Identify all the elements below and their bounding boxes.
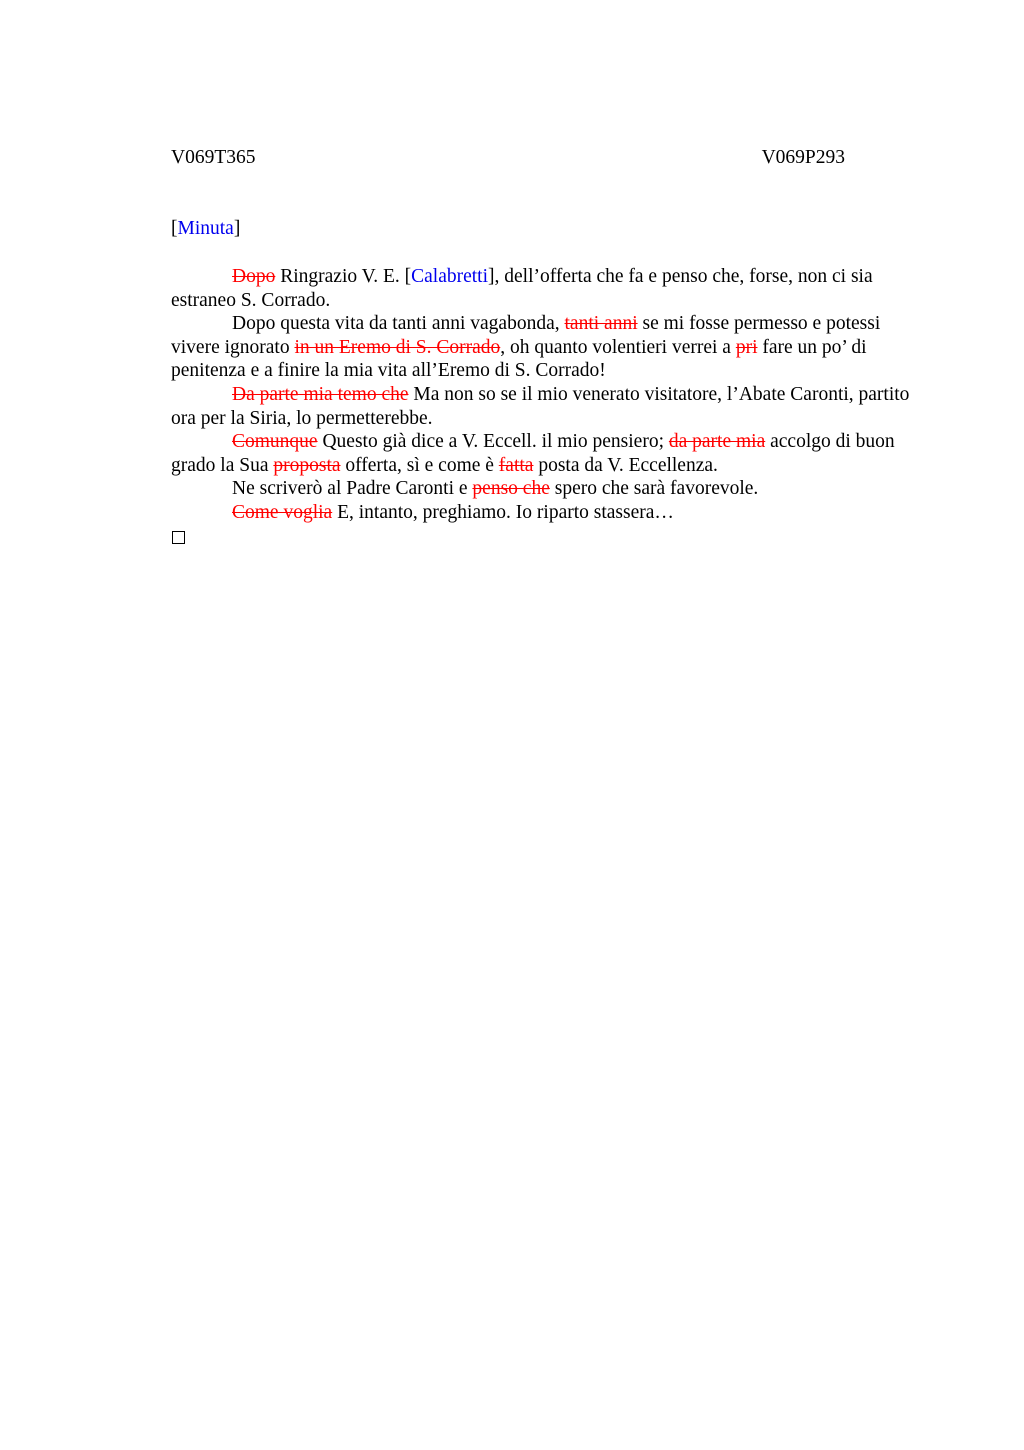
text-run: accolgo di buon grado la Sua	[171, 431, 895, 476]
deleted-text: Come voglia	[232, 501, 333, 523]
editorial-name: Calabretti	[411, 266, 489, 287]
document-type-label	[171, 217, 240, 241]
text-run: spero che sarà favorevole.	[549, 478, 759, 500]
text-run: Ringrazio V. E. [	[275, 266, 412, 287]
paragraph-1	[171, 265, 916, 312]
paragraph-6	[171, 501, 916, 525]
deleted-text: Comunque	[232, 431, 318, 453]
deleted-text: penso che	[472, 478, 550, 500]
text-run: Dopo questa vita da tanti anni vagabonda,	[232, 313, 565, 335]
text-run: se mi fosse permesso e potessi vivere ignorato	[171, 313, 881, 358]
text-run: offerta, sì e come è	[340, 454, 499, 476]
deleted-text: Dopo	[232, 266, 276, 287]
text-run: , oh quanto volentieri verrei a	[500, 336, 736, 358]
text-run: Questo già dice a V. Eccell. il mio pensiero;	[317, 431, 669, 453]
deleted-text: da parte mia	[668, 431, 766, 453]
text-run: Ne scriverò al Padre Caronti e	[232, 478, 473, 500]
deleted-text: fatta	[498, 454, 534, 476]
text-run: E, intanto, preghiamo. Io riparto stassera…	[332, 501, 674, 523]
empty-square-icon	[172, 531, 185, 544]
bracket-open: [	[171, 218, 178, 239]
paragraph-2	[171, 312, 916, 383]
page-code: V069P293	[761, 147, 845, 168]
text-run: ], dell’offerta che fa e penso che, forse, non ci sia estraneo S. Corrado.	[171, 266, 873, 311]
deleted-text: tanti anni	[564, 313, 638, 335]
document-code: V069T365	[171, 147, 256, 168]
bracket-close: ]	[233, 218, 241, 239]
paragraph-5	[171, 477, 916, 501]
paragraph-4	[171, 430, 916, 477]
deleted-text: in un Eremo di S. Corrado	[294, 336, 501, 358]
text-run: posta da V. Eccellenza.	[533, 454, 718, 476]
text-run: fare un po’ di penitenza e a finire la mia vita all’Eremo di S. Corrado!	[171, 336, 867, 382]
text-run: Ma non so se il mio venerato visitatore, l’Abate Caronti, partito ora per la Siria, lo permetterebbe.	[171, 383, 910, 429]
deleted-text: proposta	[273, 454, 341, 476]
letter-body	[171, 265, 916, 544]
minuta-label: Minuta	[177, 218, 234, 239]
deleted-text: Da parte mia temo che	[232, 383, 409, 405]
deleted-text: pri	[735, 336, 758, 358]
paragraph-3	[171, 383, 916, 430]
